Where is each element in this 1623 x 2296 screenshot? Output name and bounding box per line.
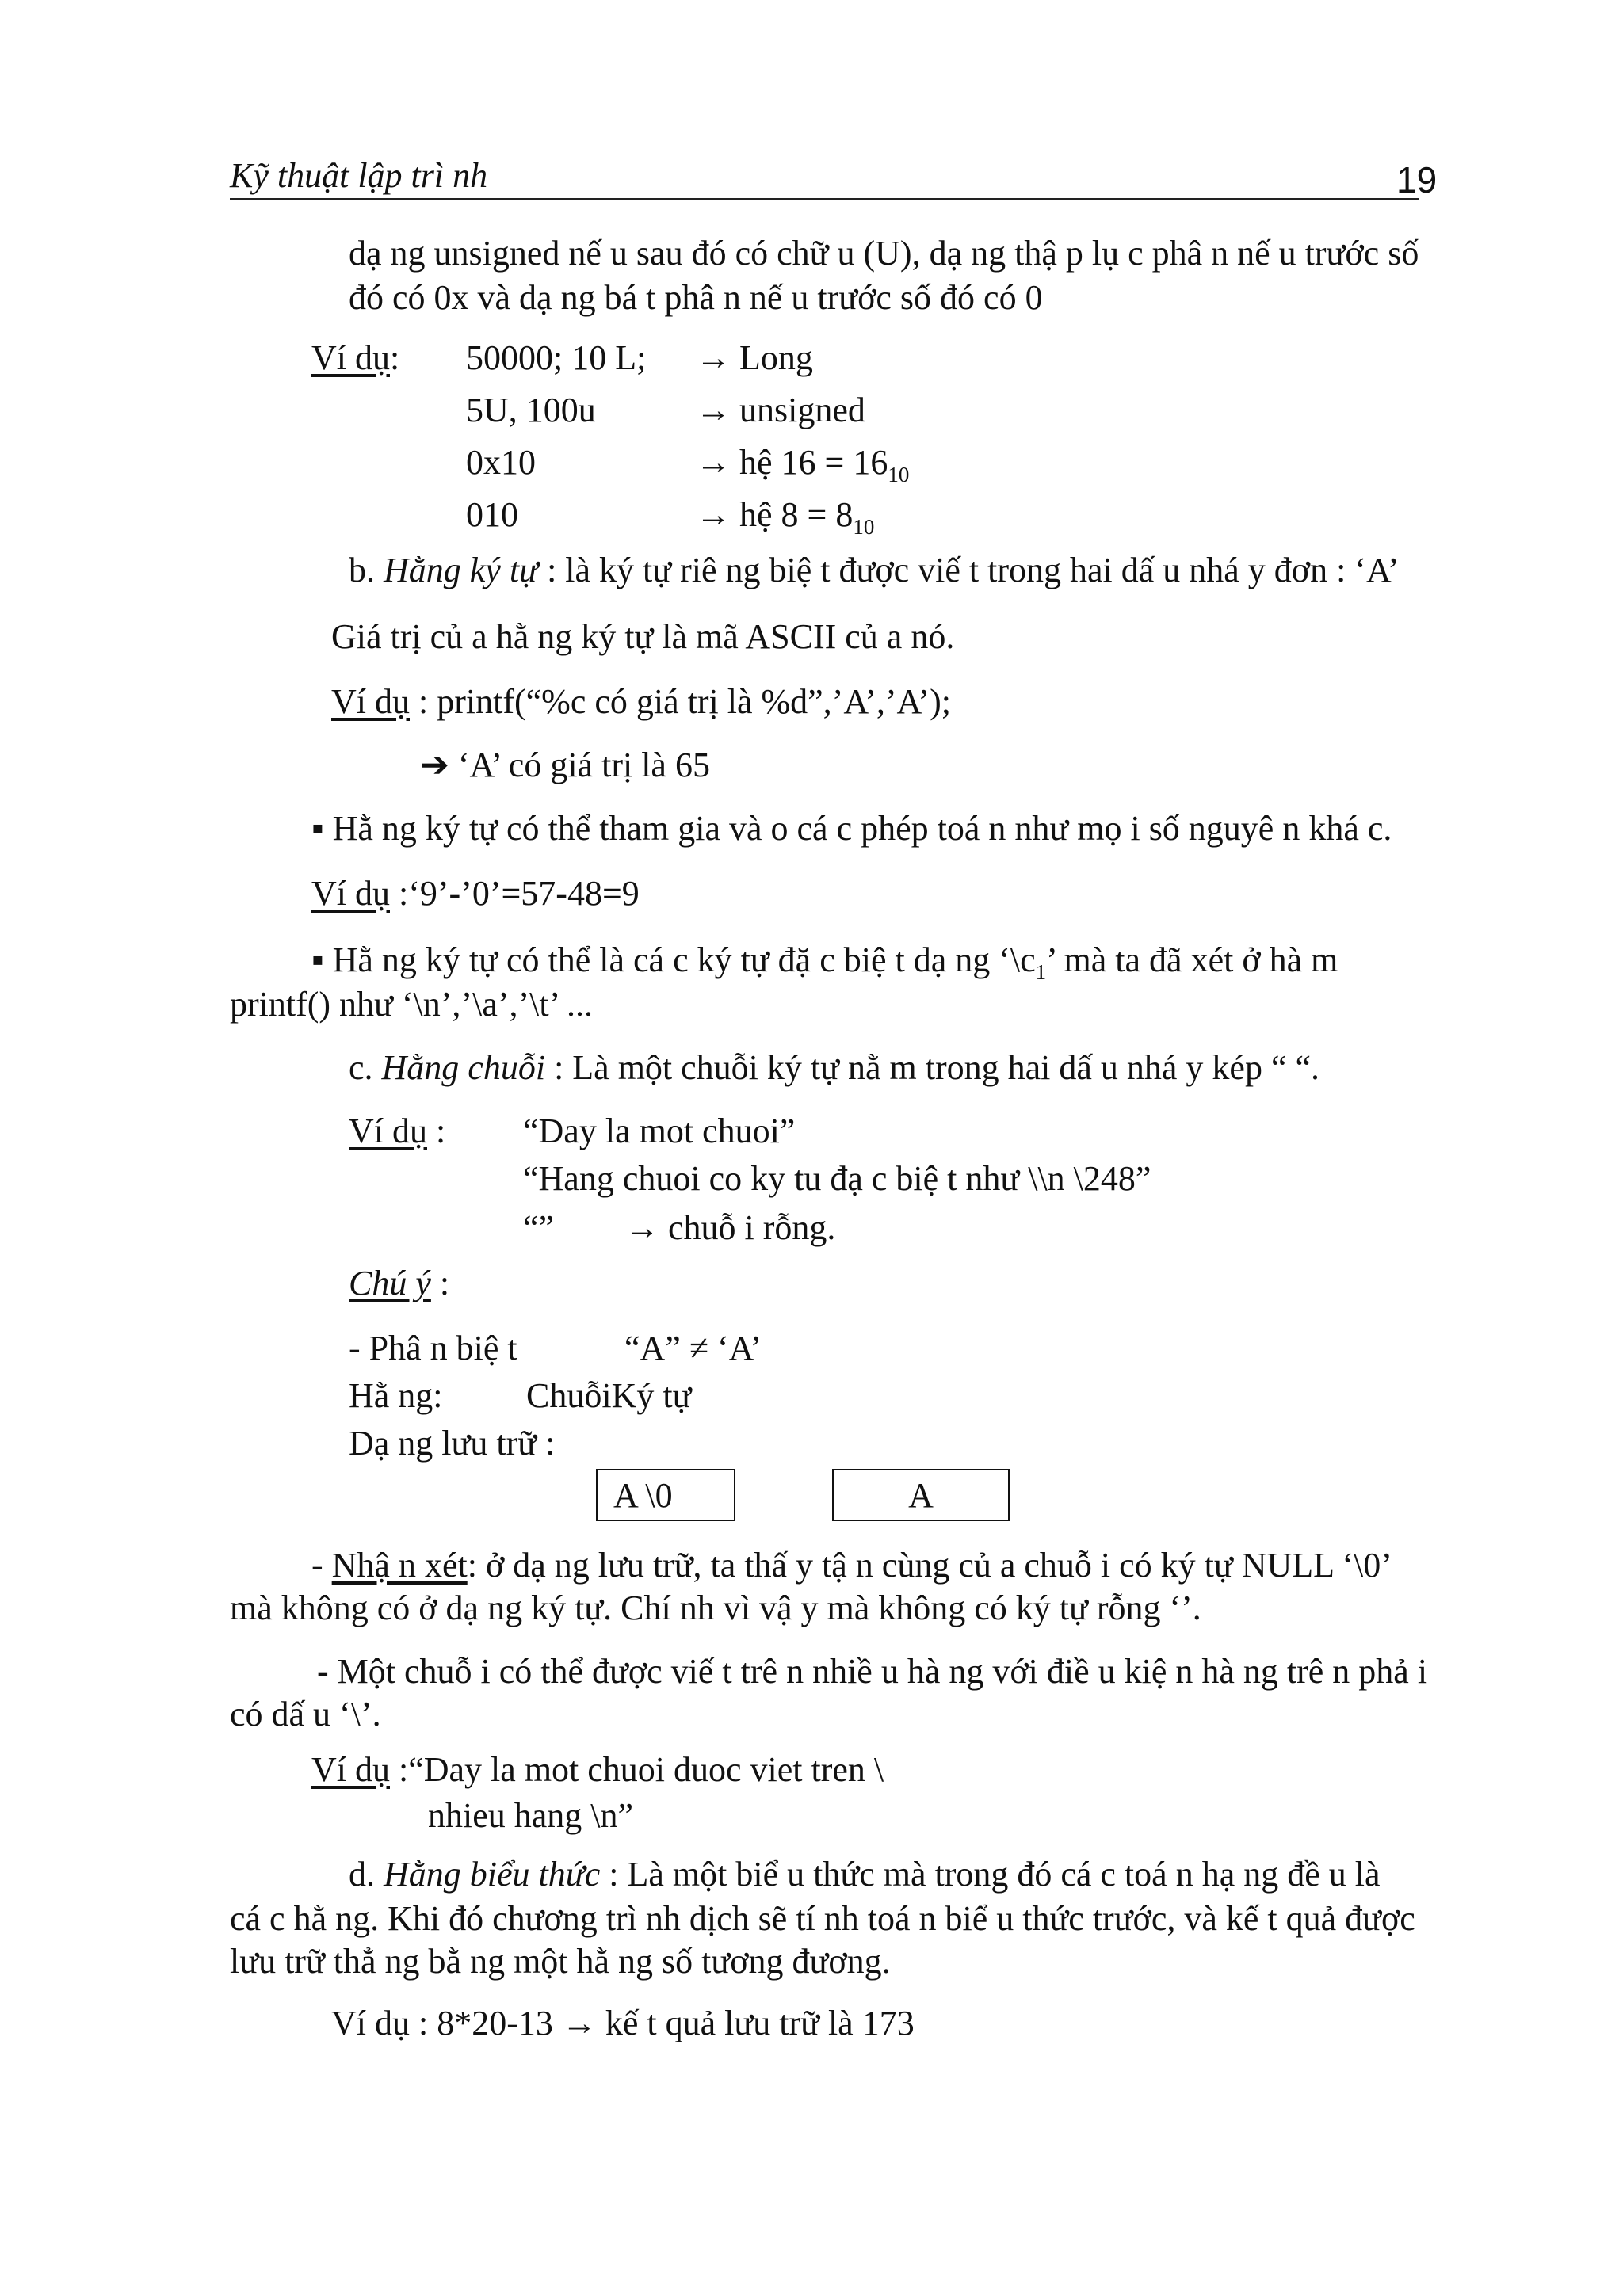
example-1-literal-1: 50000; 10 L; — [466, 338, 647, 377]
example-1-result-4: → hệ $8 = 8_{10}$ — [696, 495, 875, 539]
section-d-line-3: lưu trữ thẳ ng bằ ng một hằ ng số tương đương. — [230, 1942, 891, 1981]
example-4: Ví dụ : 8*20-13 → kế t quả lưu trữ là 173 — [331, 2004, 915, 2042]
section-b-line-2: Giá trị củ a hằ ng ký tự là mã ASCII củ a nó. — [331, 617, 955, 656]
example-1-literal-2: 5U, 100u — [466, 391, 596, 429]
example-3-line-2: nhieu hang \n” — [428, 1796, 634, 1835]
section-d-heading: d. Hằng biểu thức : Là một biể u thức mà trong đó cá c toá n hạ ng đề u là — [349, 1855, 1381, 1894]
multiline-line-2: có dấ u ‘\’. — [230, 1695, 381, 1733]
note-compare: “A” ≠ ‘A’ — [624, 1329, 762, 1367]
bullet-special-chars: ▪ Hằ ng ký tự có thể là cá c ký tự đặ c biệ t dạ ng ‘$\backslash c_1$’ mà ta đã xét ở hà m — [311, 940, 1338, 984]
section-b-result: ➔ ‘A’ có giá trị là 65 — [420, 746, 710, 784]
intro-line-1: dạ ng unsigned nế u sau đó có chữ u (U), dạ ng thậ p lụ c phâ n nế u trước số — [349, 234, 1419, 273]
section-b-example: Ví dụ : printf(“%c có giá trị là %d”,’A’,’A’); — [331, 682, 951, 721]
bullet-special-chars-line-2: printf() như ‘\n’,’\a’,’\t’ ... — [230, 985, 593, 1024]
storage-box-string-text: A \0 — [613, 1475, 673, 1515]
example-2: Ví dụ :‘9’-’0’=57-48=9 — [311, 874, 640, 913]
note-distinguish: - Phâ n biệ t — [349, 1329, 517, 1367]
string-example-empty: “” — [523, 1208, 555, 1247]
page-number: 19 — [1396, 159, 1438, 200]
note-storage-label: Dạ ng lưu trữ : — [349, 1424, 556, 1463]
section-c-heading: c. Hằng chuỗi : Là một chuỗi ký tự nằ m trong hai dấ u nhá y kép “ “. — [349, 1048, 1319, 1087]
storage-box-char — [832, 1469, 1010, 1521]
example-1-label: Ví dụ: — [311, 338, 400, 377]
storage-box-char-text: A — [908, 1475, 934, 1515]
section-b-heading: b. Hằng ký tự : là ký tự riê ng biệ t được viế t trong hai dấ u nhá y đơn : ‘A’ — [349, 551, 1400, 589]
running-header: Kỹ thuật lập trì nh — [230, 156, 488, 195]
section-c-example-label: Ví dụ : — [349, 1112, 446, 1150]
example-1-result-2: → unsigned — [696, 391, 865, 429]
note-hang-values: ChuỗiKý tự — [526, 1376, 692, 1415]
bullet-char-arithmetic: ▪ Hằ ng ký tự có thể tham gia và o cá c phép toá n như mọ i số nguyê n khá c. — [311, 809, 1392, 848]
storage-box-string — [596, 1469, 735, 1521]
intro-line-2: đó có 0x và dạ ng bá t phâ n nế u trước số đó có 0 — [349, 278, 1043, 317]
note-label: Chú ý : — [349, 1264, 450, 1302]
header-rule — [230, 198, 1419, 200]
remark-line-2: mà không có ở dạ ng ký tự. Chí nh vì vậ y mà không có ký tự rỗng ‘’. — [230, 1589, 1201, 1627]
example-1-literal-3: 0x10 — [466, 443, 536, 482]
remark-line-1: - Nhậ n xét: ở dạ ng lưu trữ, ta thấ y tậ n cùng củ a chuỗ i có ký tự NULL ‘\0’ — [311, 1546, 1392, 1585]
string-example-2: “Hang chuoi co ky tu đạ c biệ t như \\n \248” — [523, 1159, 1151, 1198]
example-1-literal-4: 010 — [466, 495, 518, 534]
string-example-empty-result: → chuỗ i rỗng. — [624, 1208, 836, 1247]
example-1-result-1: → Long — [696, 338, 813, 377]
example-1-result-3: → hệ $16 = 16_{10}$ — [696, 443, 910, 486]
example-3: Ví dụ :“Day la mot chuoi duoc viet tren \ — [311, 1750, 884, 1789]
multiline-line-1: - Một chuỗ i có thể được viế t trê n nhiề u hà ng với điề u kiệ n hà ng trê n phả i — [317, 1652, 1428, 1691]
section-d-line-2: cá c hằ ng. Khi đó chương trì nh dịch sẽ tí nh toá n biể u thức trước, và kế t quả được — [230, 1899, 1415, 1938]
note-hang-label: Hằ ng: — [349, 1376, 443, 1415]
string-example-1: “Day la mot chuoi” — [523, 1112, 796, 1150]
